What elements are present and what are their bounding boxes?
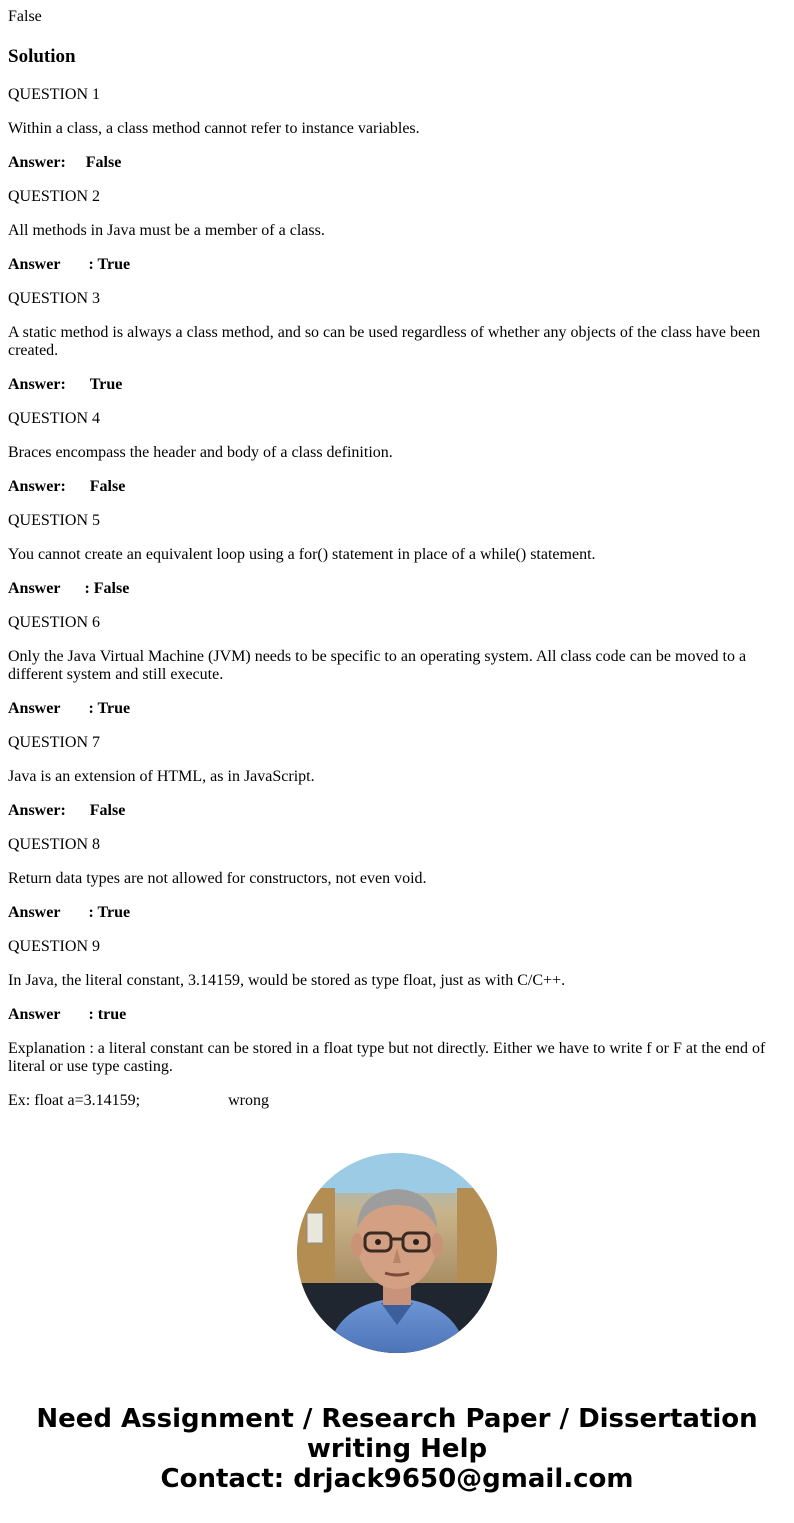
author-photo [297,1153,497,1353]
question-8-text: Return data types are not allowed for constructors, not even void. [8,870,427,887]
question-1-text: Within a class, a class method cannot refer to instance variables. [8,120,420,137]
question-9-answer: Answer : true [8,1006,127,1023]
example-line [8,1092,786,1110]
question-6-label: QUESTION 6 [8,614,100,631]
example-verdict: wrong [228,1092,269,1109]
question-3-label: QUESTION 3 [8,290,100,307]
question-9-text: In Java, the literal constant, 3.14159, would be stored as type float, just as with C/C++. [8,972,566,989]
question-5-text: You cannot create an equivalent loop using a for() statement in place of a while() statement. [8,546,596,563]
footer-contact-line: Contact: drjack9650@gmail.com [160,1464,634,1494]
question-5-label: QUESTION 5 [8,512,100,529]
question-4-label: QUESTION 4 [8,410,100,427]
question-8-label: QUESTION 8 [8,836,100,853]
question-1-answer: Answer: False [8,154,122,171]
question-7-text: Java is an extension of HTML, as in JavaScript. [8,768,315,785]
question-7-label: QUESTION 7 [8,734,100,751]
question-4-text: Braces encompass the header and body of a class definition. [8,444,393,461]
question-2-text: All methods in Java must be a member of a class. [8,222,325,239]
question-3-answer: Answer: True [8,376,123,393]
question-4-answer: Answer: False [8,478,126,495]
question-3-text: A static method is always a class method, and so can be used regardless of whether any objects of the class have been created. [8,324,761,359]
question-5-answer: Answer : False [8,580,130,597]
footer-banner [0,1404,794,1494]
question-1-label: QUESTION 1 [8,86,100,103]
question-6-answer: Answer : True [8,700,131,717]
solution-heading: Solution [8,46,76,67]
author-portrait-image [297,1153,497,1353]
footer-line-1: Need Assignment / Research Paper / Dissertation [36,1404,758,1434]
question-2-answer: Answer : True [8,256,131,273]
question-7-answer: Answer: False [8,802,126,819]
question-8-answer: Answer : True [8,904,131,921]
footer-line-2: writing Help [306,1434,488,1464]
question-9-label: QUESTION 9 [8,938,100,955]
example-code: Ex: float a=3.14159; [8,1092,141,1109]
question-6-text: Only the Java Virtual Machine (JVM) needs to be specific to an operating system. All class code can be moved to a different system and still execute. [8,648,747,683]
explanation-text: Explanation : a literal constant can be stored in a float type but not directly. Either we have to write f or F at the end of literal or use type casting. [8,1040,766,1075]
question-2-label: QUESTION 2 [8,188,100,205]
top-answer-text: False [8,8,42,25]
